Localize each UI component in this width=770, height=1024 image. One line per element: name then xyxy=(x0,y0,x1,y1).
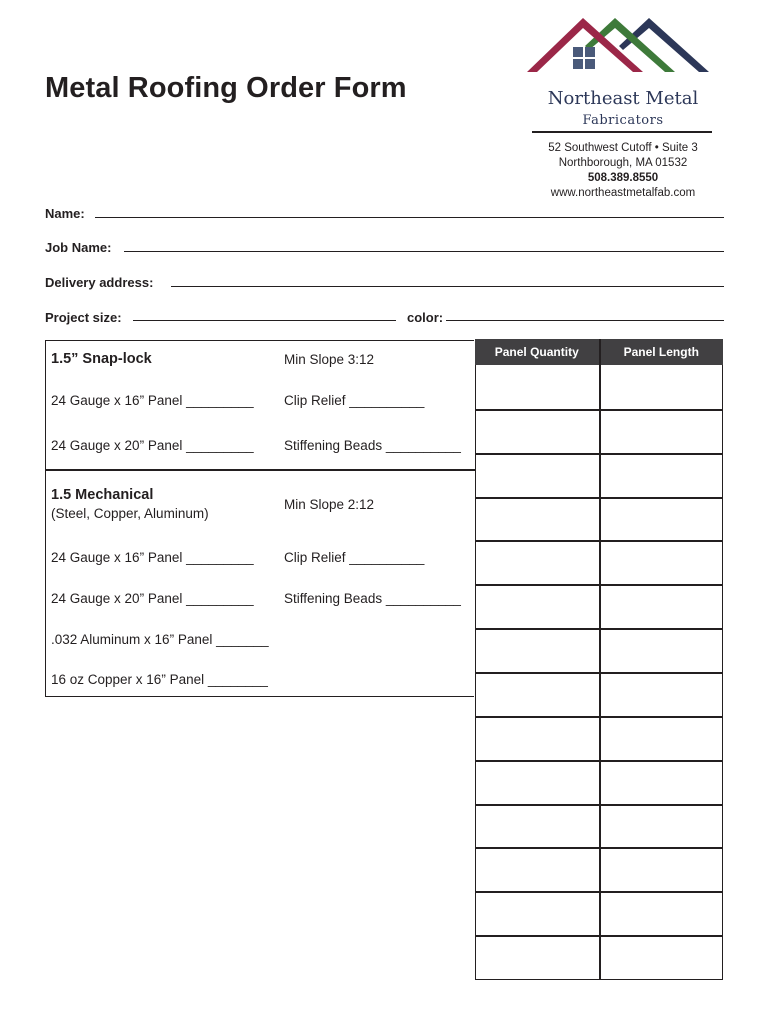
panel-length-cell[interactable] xyxy=(601,365,724,409)
panel-length-cell[interactable] xyxy=(601,540,724,584)
mechanical-materials: (Steel, Copper, Aluminum) xyxy=(51,506,209,521)
window-icon xyxy=(573,47,595,69)
panel-quantity-cell[interactable] xyxy=(476,891,599,935)
snaplock-20-panel-option[interactable]: 24 Gauge x 20” Panel _________ xyxy=(51,438,254,453)
name-label: Name: xyxy=(45,206,85,221)
mechanical-heading: 1.5 Mechanical xyxy=(51,487,154,503)
snaplock-16-panel-option[interactable]: 24 Gauge x 16” Panel _________ xyxy=(51,393,254,408)
panel-quantity-cell[interactable] xyxy=(476,497,599,541)
name-field[interactable] xyxy=(95,217,724,218)
panel-quantity-cell[interactable] xyxy=(476,672,599,716)
panel-quantity-cell[interactable] xyxy=(476,760,599,804)
company-website[interactable]: www.northeastmetalfab.com xyxy=(550,187,696,199)
panel-length-cell[interactable] xyxy=(601,935,724,979)
panel-length-cell[interactable] xyxy=(601,891,724,935)
copper-panel-option[interactable]: 16 oz Copper x 16” Panel ________ xyxy=(51,672,268,687)
company-phone: 508.389.8550 xyxy=(587,172,659,184)
panel-quantity-cell[interactable] xyxy=(476,540,599,584)
company-address-line1: 52 Southwest Cutoff • Suite 3 xyxy=(548,142,698,154)
panel-length-cell[interactable] xyxy=(601,847,724,891)
company-name: Northeast Metal xyxy=(547,88,699,109)
job-name-label: Job Name: xyxy=(45,240,112,255)
page-title: Metal Roofing Order Form xyxy=(45,72,407,104)
panel-quantity-cell[interactable] xyxy=(476,847,599,891)
mechanical-clip-relief-option[interactable]: Clip Relief __________ xyxy=(284,550,425,565)
company-divider xyxy=(532,131,712,133)
project-size-field[interactable] xyxy=(133,320,396,321)
aluminum-panel-option[interactable]: .032 Aluminum x 16” Panel _______ xyxy=(51,632,269,647)
panel-length-cell[interactable] xyxy=(601,716,724,760)
options-divider xyxy=(45,469,475,471)
mechanical-16-panel-option[interactable]: 24 Gauge x 16” Panel _________ xyxy=(51,550,254,565)
company-logo xyxy=(527,16,711,74)
snaplock-stiffening-beads-option[interactable]: Stiffening Beads __________ xyxy=(284,438,461,453)
panel-length-cell[interactable] xyxy=(601,409,724,453)
color-label: color: xyxy=(407,310,444,325)
mechanical-stiffening-beads-option[interactable]: Stiffening Beads __________ xyxy=(284,591,461,606)
panel-length-cell[interactable] xyxy=(601,760,724,804)
delivery-address-field[interactable] xyxy=(171,286,724,287)
mechanical-min-slope: Min Slope 2:12 xyxy=(284,497,375,512)
panel-length-cell[interactable] xyxy=(601,453,724,497)
panel-quantity-cell[interactable] xyxy=(476,409,599,453)
job-name-field[interactable] xyxy=(124,251,724,252)
panel-length-cell[interactable] xyxy=(601,584,724,628)
snaplock-min-slope: Min Slope 3:12 xyxy=(284,352,375,367)
panel-length-header: Panel Length xyxy=(623,345,699,359)
panel-quantity-cell[interactable] xyxy=(476,365,599,409)
company-subtitle: Fabricators xyxy=(582,113,664,128)
panel-quantity-header: Panel Quantity xyxy=(475,339,600,365)
snaplock-heading: 1.5” Snap-lock xyxy=(51,351,152,367)
panel-quantity-cell[interactable] xyxy=(476,584,599,628)
panel-length-cell[interactable] xyxy=(601,804,724,848)
panel-quantity-cell[interactable] xyxy=(476,716,599,760)
panel-length-cell[interactable] xyxy=(601,628,724,672)
panel-quantity-cell[interactable] xyxy=(476,804,599,848)
panel-quantity-cell[interactable] xyxy=(476,453,599,497)
color-field[interactable] xyxy=(446,320,724,321)
panel-quantity-cell[interactable] xyxy=(476,628,599,672)
panel-quantity-cell[interactable] xyxy=(476,935,599,979)
company-address-line2: Northborough, MA 01532 xyxy=(558,157,688,169)
mechanical-20-panel-option[interactable]: 24 Gauge x 20” Panel _________ xyxy=(51,591,254,606)
project-size-label: Project size: xyxy=(45,310,122,325)
delivery-address-label: Delivery address: xyxy=(45,275,154,290)
panel-length-cell[interactable] xyxy=(601,497,724,541)
snaplock-clip-relief-option[interactable]: Clip Relief __________ xyxy=(284,393,425,408)
panel-length-cell[interactable] xyxy=(601,672,724,716)
